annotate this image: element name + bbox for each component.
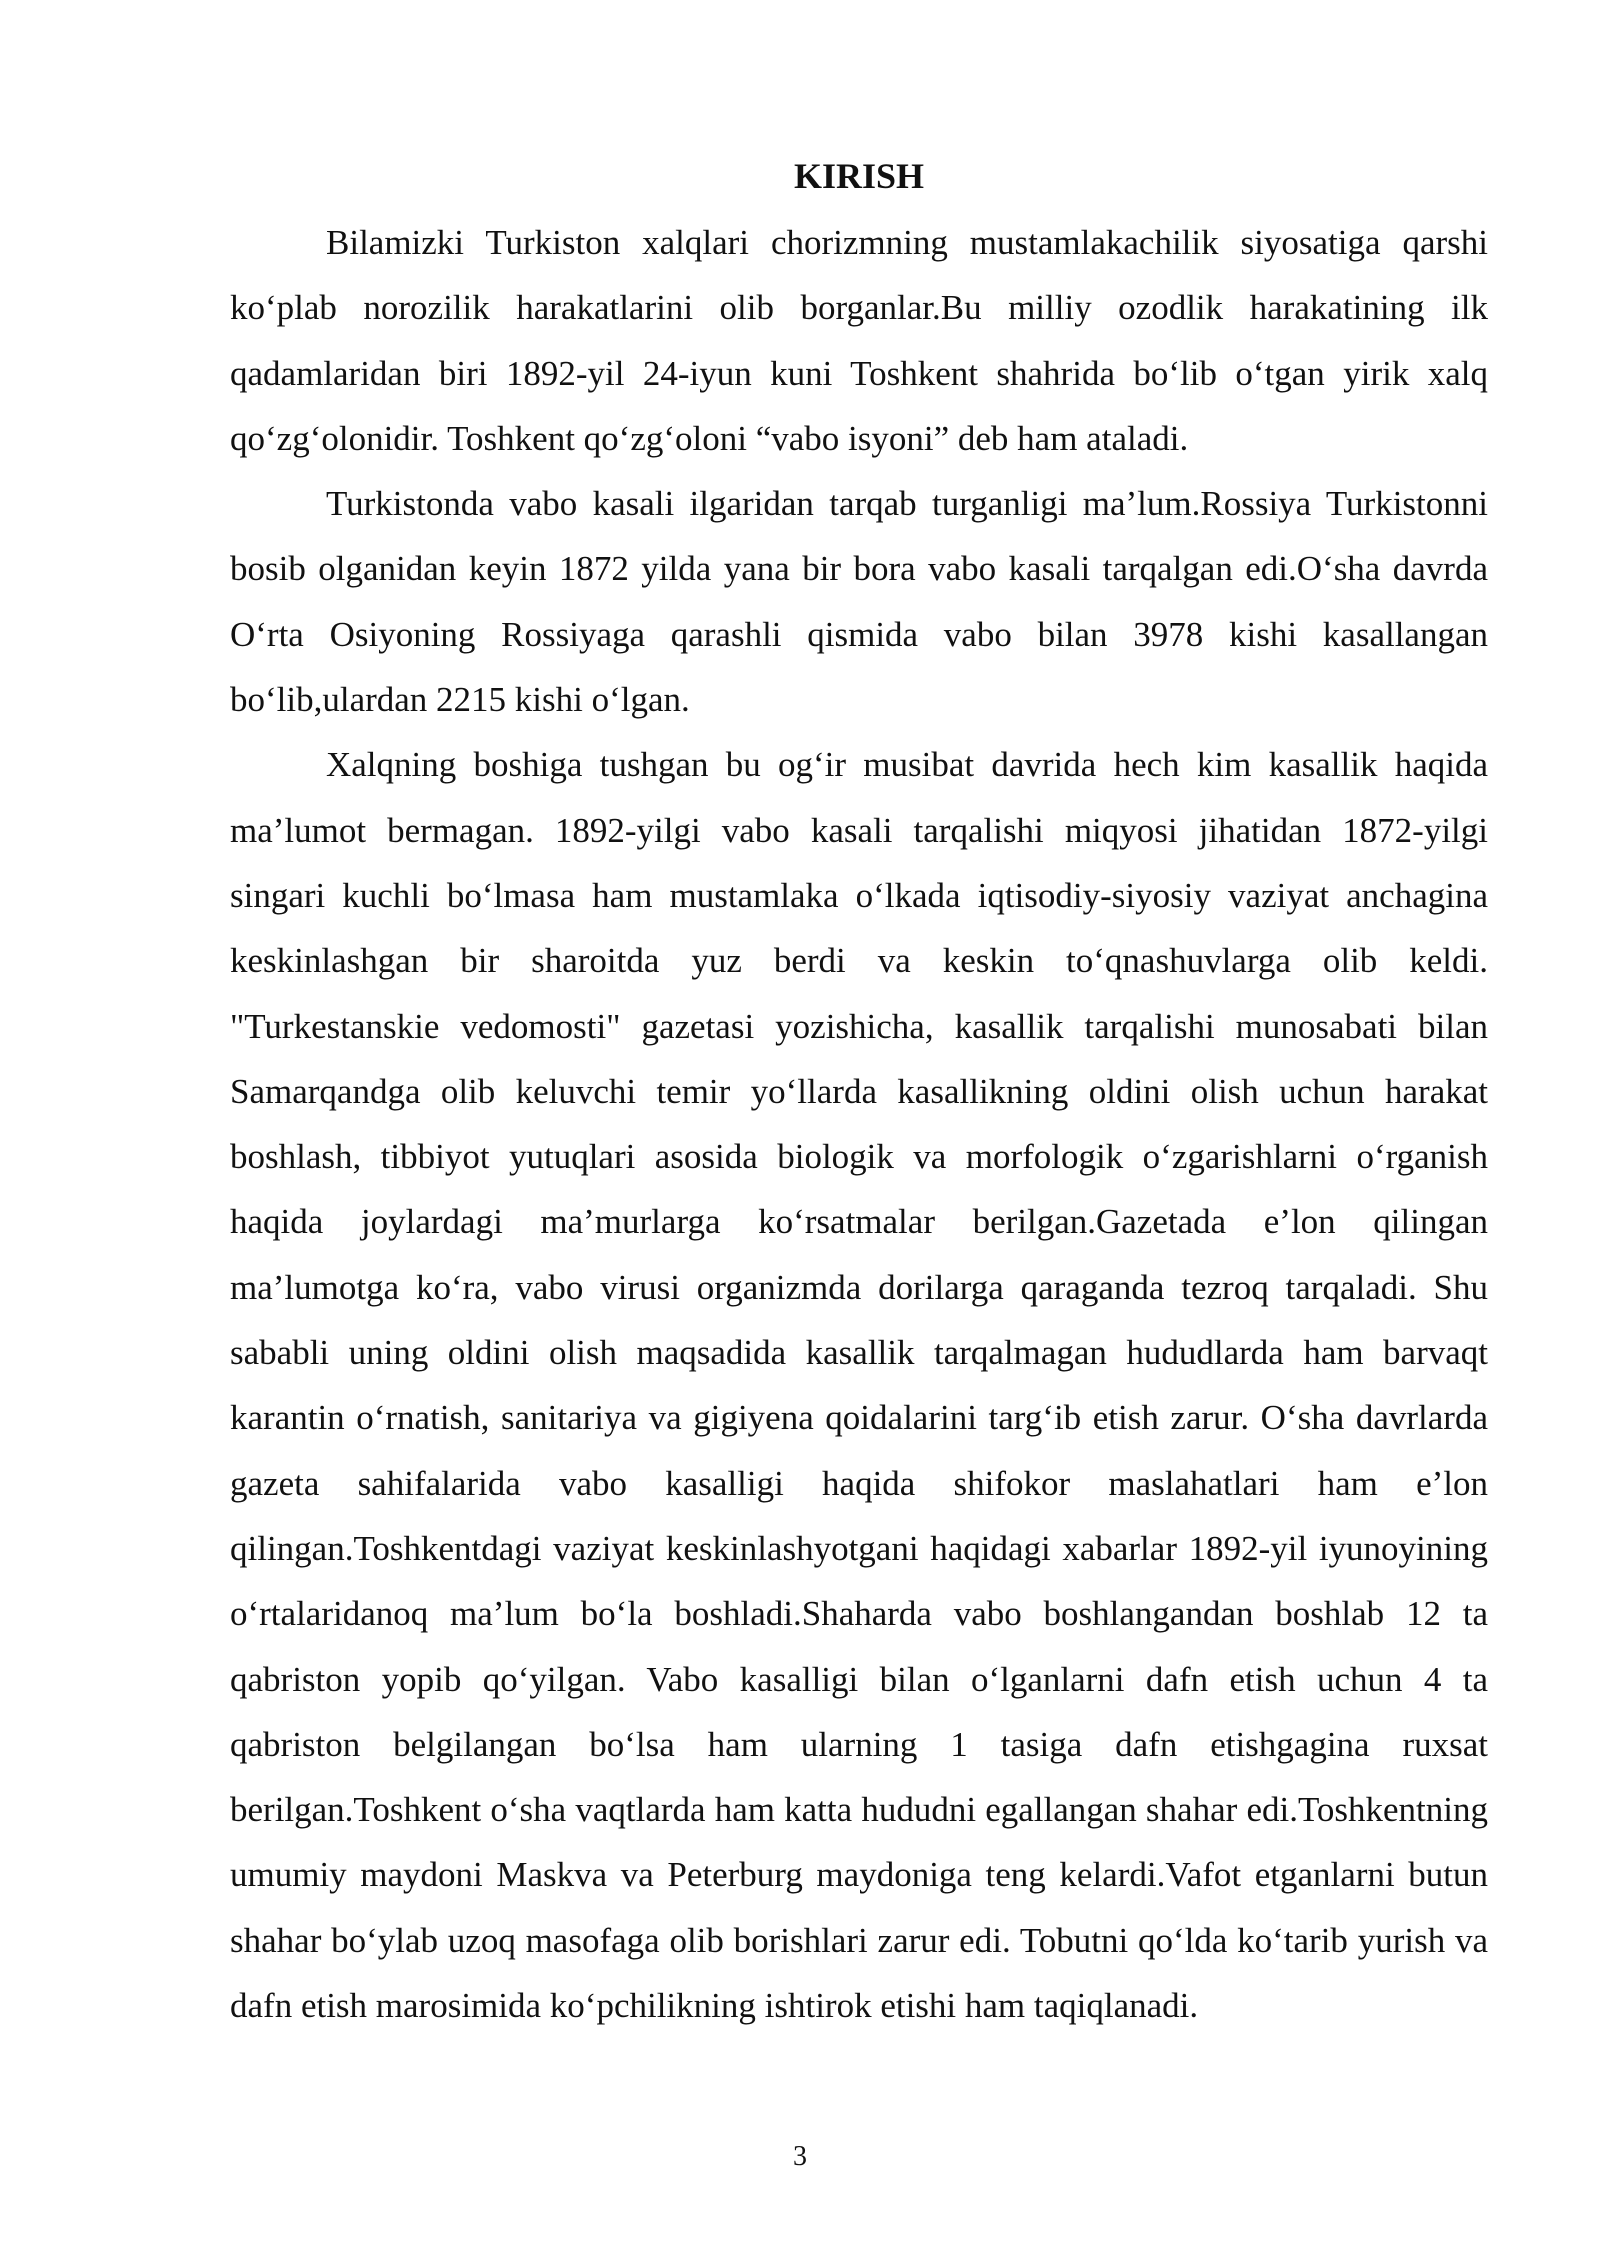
page-number: 3 <box>793 2141 807 2172</box>
paragraph-3: Xalqning boshiga tushgan bu og‘ir musibat davrida hech kim kasallik haqida ma’lumot bermagan. 1892-yilgi vabo kasali tarqalishi miqyosi jihatidan 1872-yilgi singari kuchli bo‘lmasa ham mustamlaka o‘lkada iqtisodiy-siyosiy vaziyat anchagina keskinlashgan bir sharoitda yuz berdi va keskin to‘qnashuvlarga olib keldi. "Turkestanskie vedomosti" gazetasi yozishicha, kasallik tarqalishi munosabati bilan Samarqandga olib keluvchi temir yo‘llarda kasallikning oldini olish uchun harakat boshlash, tibbiyot yutuqlari asosida biologik va morfologik o‘zgarishlarni o‘rganish haqida joylardagi ma’murlarga ko‘rsatmalar berilgan.Gazetada e’lon qilingan ma’lumotga ko‘ra, vabo virusi organizmda dorilarga qaraganda tezroq tarqaladi. Shu sababli uning oldini olish maqsadida kasallik tarqalmagan hududlarda ham barvaqt karantin o‘rnatish, sanitariya va gigiyena qoidalarini targ‘ib etish zarur. O‘sha davrlarda gazeta sahifalarida vabo kasalligi haqida shifokor maslahatlari ham e’lon qilingan.Toshkentdagi vaziyat keskinlashyotgani haqidagi xabarlar 1892-yil iyunoyining o‘rtalaridanoq ma’lum bo‘la boshladi.Shaharda vabo boshlangandan boshlab 12 ta qabriston yopib qo‘yilgan. Vabo kasalligi bilan o‘lganlarni dafn etish uchun 4 ta qabriston belgilangan bo‘lsa ham ularning 1 tasiga dafn etishgagina ruxsat berilgan.Toshkent o‘sha vaqtlarda ham katta hududni egallangan shahar edi.Toshkentning umumiy maydoni Maskva va Peterburg maydoniga teng kelardi.Vafot etganlarni butun shahar bo‘ylab uzoq masofaga olib borishlari zarur edi. Tobutni qo‘lda ko‘tarib yurish va dafn etish marosimida ko‘pchilikning ishtirok etishi ham taqiqlanadi. <box>230 745 1488 2026</box>
paragraph-2: Turkistonda vabo kasali ilgaridan tarqab turganligi ma’lum.Rossiya Turkistonni bosib olganidan keyin 1872 yilda yana bir bora vabo kasali tarqalgan edi.O‘sha davrda O‘rta Osiyoning Rossiyaga qarashli qismida vabo bilan 3978 kishi kasallangan bo‘lib,ulardan 2215 kishi o‘lgan. <box>230 484 1488 720</box>
paragraph-1: Bilamizki Turkiston xalqlari chorizmning mustamlakachilik siyosatiga qarshi ko‘plab norozilik harakatlarini olib borganlar.Bu milliy ozodlik harakatining ilk qadamlaridan biri 1892-yil 24-iyun kuni Toshkent shahrida bo‘lib o‘tgan yirik xalq qo‘zg‘olonidir. Toshkent qo‘zg‘oloni “vabo isyoni” deb ham ataladi. <box>230 223 1488 458</box>
page-content <box>230 148 1488 2038</box>
section-title: KIRISH <box>793 156 925 196</box>
